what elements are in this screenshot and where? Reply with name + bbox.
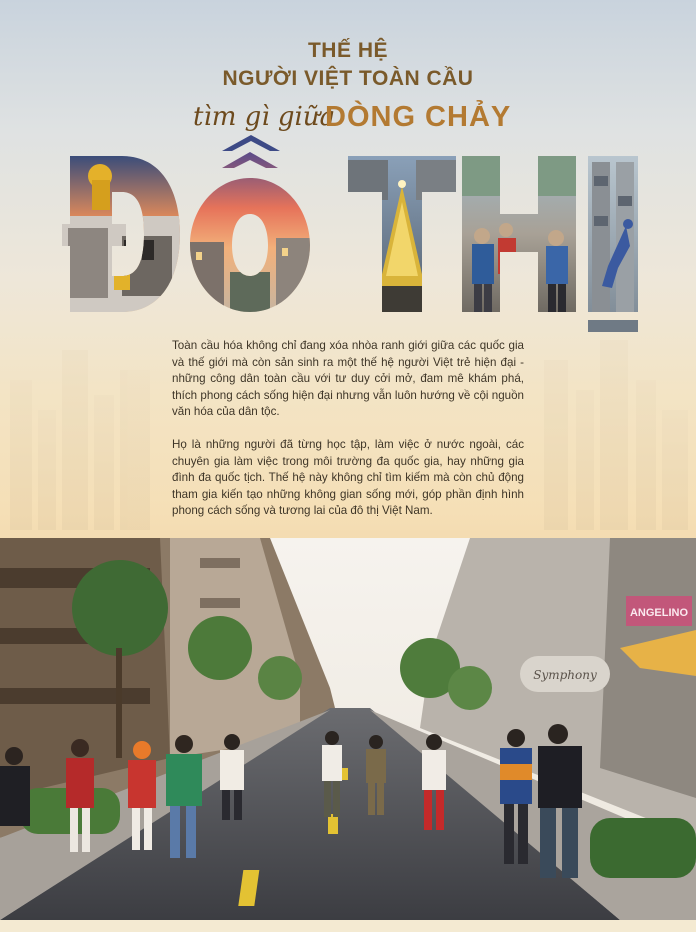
letter-d-photo (62, 156, 180, 312)
headline-accent: DÒNG CHẢY (325, 101, 512, 133)
bottom-band (0, 920, 696, 932)
letter-o-photo (190, 152, 310, 312)
skyline-decoration-left (0, 330, 170, 530)
intro-paragraph-2: Họ là những người đã từng học tập, làm việc ở nước ngoài, các chuyên gia làm việc trong môi trường đa quốc gia, hay những gia đình đa quốc tịch. Thế hệ này không chỉ tìm kiếm mà còn chủ động tham gia kiến tạo những không gian sống mới, góp phần định hình phong cách sống và tương lai của đô thị Việt Nam. (172, 437, 524, 518)
letter-h-photo (462, 156, 576, 312)
headline-line-2: NGƯỜI VIỆT TOÀN CẦU (222, 67, 474, 90)
headline (0, 38, 696, 133)
intro-paragraph-1: Toàn cầu hóa không chỉ đang xóa nhòa ranh giới giữa các quốc gia và thế giới mà còn sản sinh ra một thế hệ người Việt trẻ hiện đại - những công dân toàn cầu với tư duy cởi mở, đam mê khám phá, thích phong cách sống hiện đại nhưng vẫn luôn hướng về cội nguồn văn hóa của dân tộc. (172, 339, 524, 419)
angelino-sign: ANGELINO (629, 607, 689, 619)
headline-line-1: THẾ HỆ (307, 39, 388, 62)
letter-t-photo (348, 156, 456, 312)
intro-body-text (172, 338, 524, 536)
headline-line-3 (193, 98, 513, 138)
collage-title-do-thi (62, 152, 642, 332)
skyline-decoration-right (536, 330, 696, 530)
street-photo (0, 538, 696, 920)
headline-script: tìm gì giữa (193, 102, 336, 132)
symphony-sign: Symphony (533, 668, 597, 682)
chevron-accent-icon (222, 135, 280, 151)
letter-i-photo (588, 156, 638, 332)
